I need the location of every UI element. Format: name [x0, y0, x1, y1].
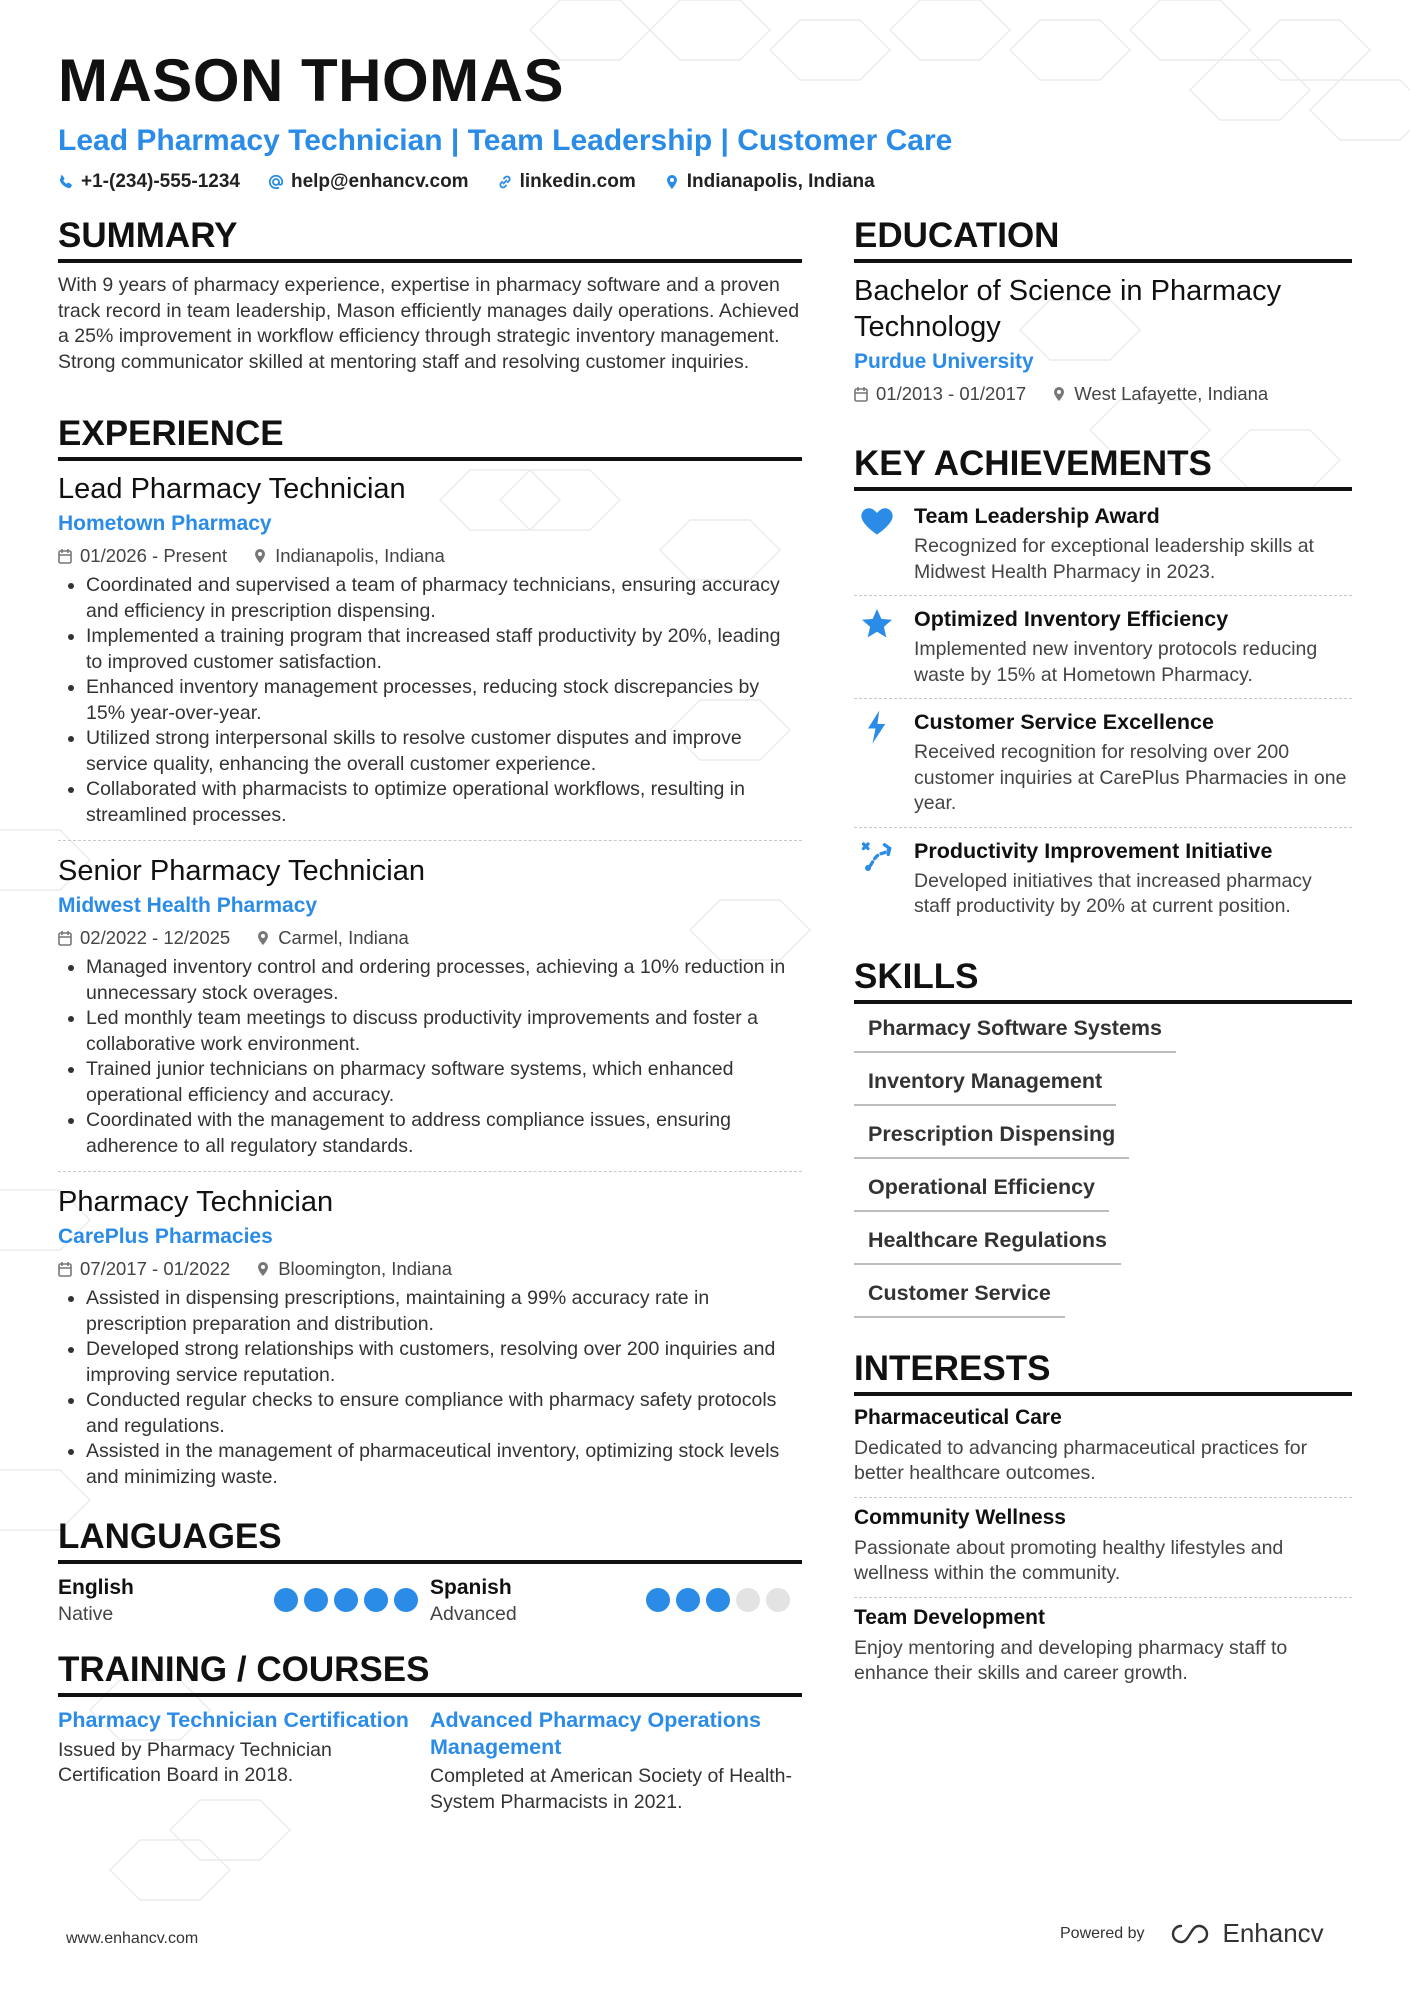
rating-dot-filled: [364, 1588, 388, 1612]
job-dates-text: 02/2022 - 12/2025: [80, 927, 231, 948]
achievement-desc: Recognized for exceptional leadership skills at Midwest Health Pharmacy in 2023.: [914, 535, 1314, 583]
job-meta: [58, 543, 802, 569]
job-dates-text: 07/2017 - 01/2022: [80, 1258, 231, 1279]
location-pin-icon: [664, 174, 680, 190]
contact-linkedin[interactable]: [497, 171, 636, 193]
achievement-icon-wrap: [854, 604, 900, 688]
job-location: [253, 543, 445, 569]
rating-dot-filled: [394, 1588, 418, 1612]
rating-dot-empty: [766, 1588, 790, 1612]
experience-section: [58, 413, 802, 1502]
job-meta: [58, 1256, 802, 1282]
interest-item: [854, 1498, 1352, 1598]
education-meta: [854, 381, 1352, 407]
company-name: CarePlus Pharmacies: [58, 1225, 273, 1248]
bullet-item: • Managed inventory control and ordering processes, achieving a 10% reduction in unnecessary stock overages.: [86, 955, 802, 1006]
rating-dot-filled: [676, 1588, 700, 1612]
job-entry: [58, 1184, 802, 1502]
language-name: Spanish: [430, 1576, 512, 1599]
bullet-item: • Coordinated with the management to address compliance issues, ensuring adherence to all regulatory standards.: [86, 1108, 802, 1159]
interests-section: [854, 1348, 1352, 1697]
job-location: [256, 1256, 452, 1282]
rating-dot-filled: [274, 1588, 298, 1612]
candidate-name: MASON THOMAS: [58, 47, 564, 114]
training-section: [58, 1649, 802, 1815]
languages-list: [58, 1574, 802, 1627]
rating-dot-filled: [304, 1588, 328, 1612]
job-bullets: [58, 573, 802, 828]
enhancv-logo-icon: [1169, 1923, 1215, 1945]
achievement-item: [854, 493, 1352, 596]
language-name: English: [58, 1576, 134, 1599]
bullet-item: • Coordinated and supervised a team of pharmacy technicians, ensuring accuracy and efficiency in prescription dispensing.: [86, 573, 802, 624]
bullet-item: • Collaborated with pharmacists to optimize operational workflows, resulting in streamlined processes.: [86, 777, 802, 828]
contact-location: [664, 171, 875, 193]
location-pin-icon: [1052, 386, 1066, 402]
footer-branding: [1060, 1918, 1324, 1949]
interest-item: [854, 1398, 1352, 1498]
contact-phone[interactable]: [58, 171, 240, 193]
left-column: [58, 215, 802, 1815]
language-level: Native: [58, 1603, 114, 1625]
course-item: [430, 1707, 802, 1815]
education-title: EDUCATION: [854, 215, 1352, 263]
job-dates: [58, 1256, 230, 1282]
interest-item: [854, 1598, 1352, 1697]
calendar-icon: [58, 1261, 72, 1277]
at-icon: [268, 174, 284, 190]
job-bullets: [58, 1286, 802, 1490]
achievement-desc: Implemented new inventory protocols reducing waste by 15% at Hometown Pharmacy.: [914, 638, 1318, 686]
linkedin-text: linkedin.com: [519, 171, 636, 192]
job-bullets: [58, 955, 802, 1159]
language-level: Advanced: [430, 1603, 517, 1625]
job-location-text: Indianapolis, Indiana: [275, 545, 445, 566]
phone-icon: [58, 174, 74, 190]
contact-email[interactable]: [268, 171, 469, 193]
achievement-icon-wrap: [854, 836, 900, 920]
education-dates: [854, 381, 1026, 407]
location-text: Indianapolis, Indiana: [686, 171, 875, 192]
enhancv-logo[interactable]: [1169, 1918, 1324, 1949]
education-dates-text: 01/2013 - 01/2017: [876, 383, 1027, 404]
interest-title: Team Development: [854, 1605, 1045, 1629]
interests-title: INTERESTS: [854, 1348, 1352, 1396]
calendar-icon: [58, 548, 72, 564]
interest-title: Pharmaceutical Care: [854, 1405, 1062, 1429]
achievement-item: [854, 828, 1352, 930]
interest-desc: Dedicated to advancing pharmaceutical practices for better healthcare outcomes.: [854, 1436, 1308, 1484]
heart-icon: [859, 503, 895, 539]
path-icon: [859, 838, 895, 874]
phone-text: +1-(234)-555-1234: [81, 171, 240, 192]
lightning-icon: [859, 709, 895, 745]
location-pin-icon: [256, 930, 270, 946]
powered-by-label: Powered by: [1060, 1924, 1145, 1942]
languages-title: LANGUAGES: [58, 1516, 802, 1564]
location-pin-icon: [256, 1261, 270, 1277]
achievement-desc: Developed initiatives that increased pharmacy staff productivity by 20% at current position.: [914, 869, 1312, 917]
achievement-item: [854, 596, 1352, 699]
bullet-item: • Conducted regular checks to ensure compliance with pharmacy safety protocols and regulations.: [86, 1388, 802, 1439]
achievement-desc: Received recognition for resolving over 200 customer inquiries at CarePlus Pharmacies in one year.: [914, 741, 1347, 814]
course-desc: Completed at American Society of Health-System Pharmacists in 2021.: [430, 1765, 793, 1813]
achievement-item: [854, 699, 1352, 828]
star-icon: [859, 606, 895, 642]
job-title: Senior Pharmacy Technician: [58, 855, 425, 887]
language-rating: [274, 1588, 418, 1612]
job-dates: [58, 925, 230, 951]
company-name: Hometown Pharmacy: [58, 512, 272, 535]
achievements-section: [854, 443, 1352, 930]
job-meta: [58, 925, 802, 951]
footer-website[interactable]: www.enhancv.com: [66, 1930, 199, 1947]
achievement-title: Optimized Inventory Efficiency: [914, 607, 1229, 631]
education-location: [1052, 381, 1268, 407]
bullet-item: • Trained junior technicians on pharmacy software systems, which enhanced operational efficiency and accuracy.: [86, 1057, 802, 1108]
experience-title: EXPERIENCE: [58, 413, 802, 461]
rating-dot-filled: [706, 1588, 730, 1612]
email-text: help@enhancv.com: [290, 171, 469, 192]
job-dates-text: 01/2026 - Present: [80, 545, 228, 566]
brand-name: Enhancv: [1222, 1918, 1324, 1948]
language-rating: [646, 1588, 790, 1612]
language-item: [58, 1574, 430, 1627]
education-section: [854, 215, 1352, 407]
course-item: [58, 1707, 430, 1815]
bullet-item: • Utilized strong interpersonal skills to resolve customer disputes and improve service quality, enhancing the overall customer experience.: [86, 726, 802, 777]
achievement-title: Customer Service Excellence: [914, 710, 1214, 734]
skill-tag: Healthcare Regulations: [854, 1218, 1121, 1265]
languages-section: [58, 1516, 802, 1627]
achievement-title: Productivity Improvement Initiative: [914, 838, 1273, 863]
achievement-icon-wrap: [854, 707, 900, 817]
company-name: Midwest Health Pharmacy: [58, 894, 318, 917]
job-entry: [58, 853, 802, 1172]
summary-section: [58, 215, 802, 375]
skills-section: [854, 956, 1352, 1318]
bullet-item: • Assisted in the management of pharmaceutical inventory, optimizing stock levels and minimizing waste.: [86, 1439, 802, 1490]
skills-title: SKILLS: [854, 956, 1352, 1004]
bullet-item: • Assisted in dispensing prescriptions, maintaining a 99% accuracy rate in prescription preparation and distribution.: [86, 1286, 802, 1337]
job-location-text: Bloomington, Indiana: [278, 1258, 453, 1279]
bullet-item: • Developed strong relationships with customers, resolving over 200 inquiries and improving service reputation.: [86, 1337, 802, 1388]
job-location: [256, 925, 409, 951]
interest-title: Community Wellness: [854, 1505, 1066, 1529]
summary-title: SUMMARY: [58, 215, 802, 263]
headline: Lead Pharmacy Technician | Team Leadership | Customer Care: [58, 124, 953, 157]
achievements-title: KEY ACHIEVEMENTS: [854, 443, 1352, 491]
bullet-item: • Implemented a training program that increased staff productivity by 20%, leading to improved customer satisfaction.: [86, 624, 802, 675]
skill-tag: Prescription Dispensing: [854, 1112, 1129, 1159]
calendar-icon: [58, 930, 72, 946]
bullet-item: • Enhanced inventory management processes, reducing stock discrepancies by 15% year-over-year.: [86, 675, 802, 726]
education-location-text: West Lafayette, Indiana: [1074, 383, 1269, 404]
course-title: Pharmacy Technician Certification: [58, 1708, 409, 1732]
achievement-icon-wrap: [854, 501, 900, 585]
summary-text: With 9 years of pharmacy experience, expertise in pharmacy software and a proven track record in team leadership, Mason efficiently manages daily operations. Achieved a 25% improvement in workflow efficiency through strategic inventory management. Strong communicator skilled at mentoring staff and resolving customer inquiries.: [58, 274, 800, 373]
job-dates: [58, 543, 227, 569]
school-name: Purdue University: [854, 350, 1034, 373]
course-title: Advanced Pharmacy Operations Management: [430, 1708, 761, 1759]
course-desc: Issued by Pharmacy Technician Certification Board in 2018.: [58, 1738, 332, 1786]
job-entry: [58, 471, 802, 841]
interest-desc: Enjoy mentoring and developing pharmacy staff to enhance their skills and career growth.: [854, 1636, 1288, 1684]
calendar-icon: [854, 386, 868, 402]
training-list: [58, 1707, 802, 1815]
job-title: Pharmacy Technician: [58, 1186, 334, 1218]
skill-tag: Pharmacy Software Systems: [854, 1006, 1176, 1053]
skill-tag: Customer Service: [854, 1271, 1065, 1318]
rating-dot-empty: [736, 1588, 760, 1612]
rating-dot-filled: [334, 1588, 358, 1612]
training-title: TRAINING / COURSES: [58, 1649, 802, 1697]
interest-desc: Passionate about promoting healthy lifestyles and wellness within the community.: [854, 1536, 1284, 1584]
degree: Bachelor of Science in Pharmacy Technology: [854, 275, 1282, 343]
skill-tag: Operational Efficiency: [854, 1165, 1109, 1212]
achievement-title: Team Leadership Award: [914, 504, 1160, 528]
right-column: [854, 215, 1352, 1697]
location-pin-icon: [253, 548, 267, 564]
contact-info: [58, 171, 1358, 193]
resume-header: [58, 45, 1358, 193]
link-icon: [497, 174, 513, 190]
rating-dot-filled: [646, 1588, 670, 1612]
bullet-item: • Led monthly team meetings to discuss productivity improvements and foster a collaborative work environment.: [86, 1006, 802, 1057]
language-item: [430, 1574, 802, 1627]
skill-tag: Inventory Management: [854, 1059, 1116, 1106]
job-title: Lead Pharmacy Technician: [58, 473, 406, 505]
job-location-text: Carmel, Indiana: [278, 927, 409, 948]
